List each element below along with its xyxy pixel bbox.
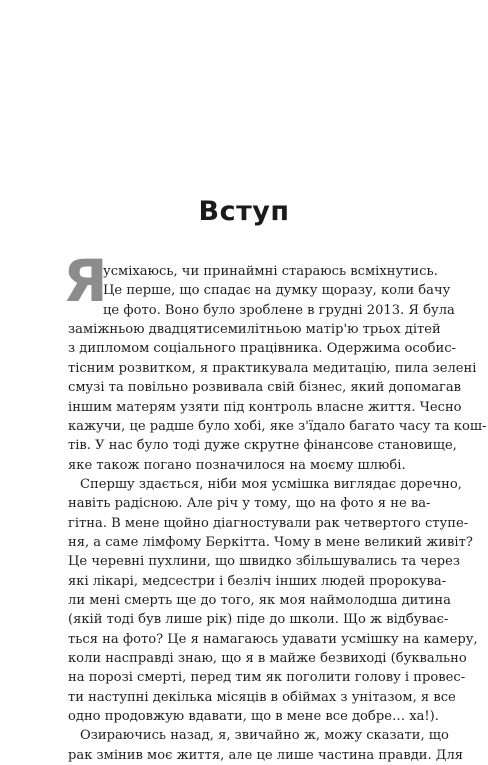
text-line: ли мені смерть ще до того, як моя наймолодша дитина — [68, 593, 451, 608]
text-line: усміхаюсь, чи принаймні стараюсь всміхнутись. — [103, 264, 438, 279]
text-line: тів. У нас було тоді дуже скрутне фінансове становище, — [68, 438, 457, 454]
text-line: кажучи, це радше було хобі, яке з'їдало багато часу та кош- — [68, 418, 487, 434]
text-line: Це перше, що спадає на думку щоразу, коли бачу — [103, 283, 451, 299]
text-line: одно продовжую вдавати, що в мене все добре… ха!). — [68, 709, 439, 724]
text-line: заміжньою двадцятисемилітньою матір'ю трьох дітей — [68, 322, 441, 338]
text-line: яке також погано позначилося на моєму шлюбі. — [68, 457, 406, 473]
text-line: тісним розвитком, я практикувала медитацію, пила зелені — [68, 360, 477, 376]
text-line: на порозі смерті, перед тим як поголити голову і провес- — [68, 670, 466, 686]
text-line: (якій тоді був лише рік) піде до школи. Що ж відбуває- — [68, 612, 449, 628]
text-line: з дипломом соціального працівника. Одержима особис- — [68, 341, 457, 357]
text-line: гітна. В мене щойно діагностували рак четвертого ступе- — [68, 515, 469, 531]
text-line: ться на фото? Це я намагаюсь удавати усмішку на камеру, — [68, 631, 478, 647]
text-line: рак змінив моє життя, але це лише частина правди. Для — [68, 747, 464, 763]
text-line: які лікарі, медсестри і безліч інших людей пророкува- — [68, 573, 447, 589]
chapter-title: Вступ — [198, 196, 290, 227]
text-line: коли насправді знаю, що я в майже безвиході (буквально — [68, 651, 467, 666]
drop-cap: Я — [63, 247, 108, 315]
text-line: Озираючись назад, я, звичайно ж, можу сказати, що — [80, 728, 449, 744]
text-line: Спершу здається, ніби моя усмішка виглядає доречно, — [80, 476, 462, 492]
text-line: навіть радісною. Але річ у тому, що на фото я не ва- — [68, 496, 431, 512]
text-line: ня, а саме лімфому Беркітта. Чому в мене великий живіт? — [68, 534, 473, 550]
text-line: ти наступні декілька місяців в обіймах з унітазом, я все — [68, 689, 456, 705]
text-line: смузі та повільно розвивала свій бізнес, який допомагав — [68, 380, 462, 396]
text-line: Це черевні пухлини, що швидко збільшувались та через — [68, 554, 461, 570]
text-line: іншим матерям узяти під контроль власне життя. Чесно — [68, 399, 462, 415]
text-line: це фото. Воно було зроблене в грудні 2013. Я була — [103, 302, 455, 318]
